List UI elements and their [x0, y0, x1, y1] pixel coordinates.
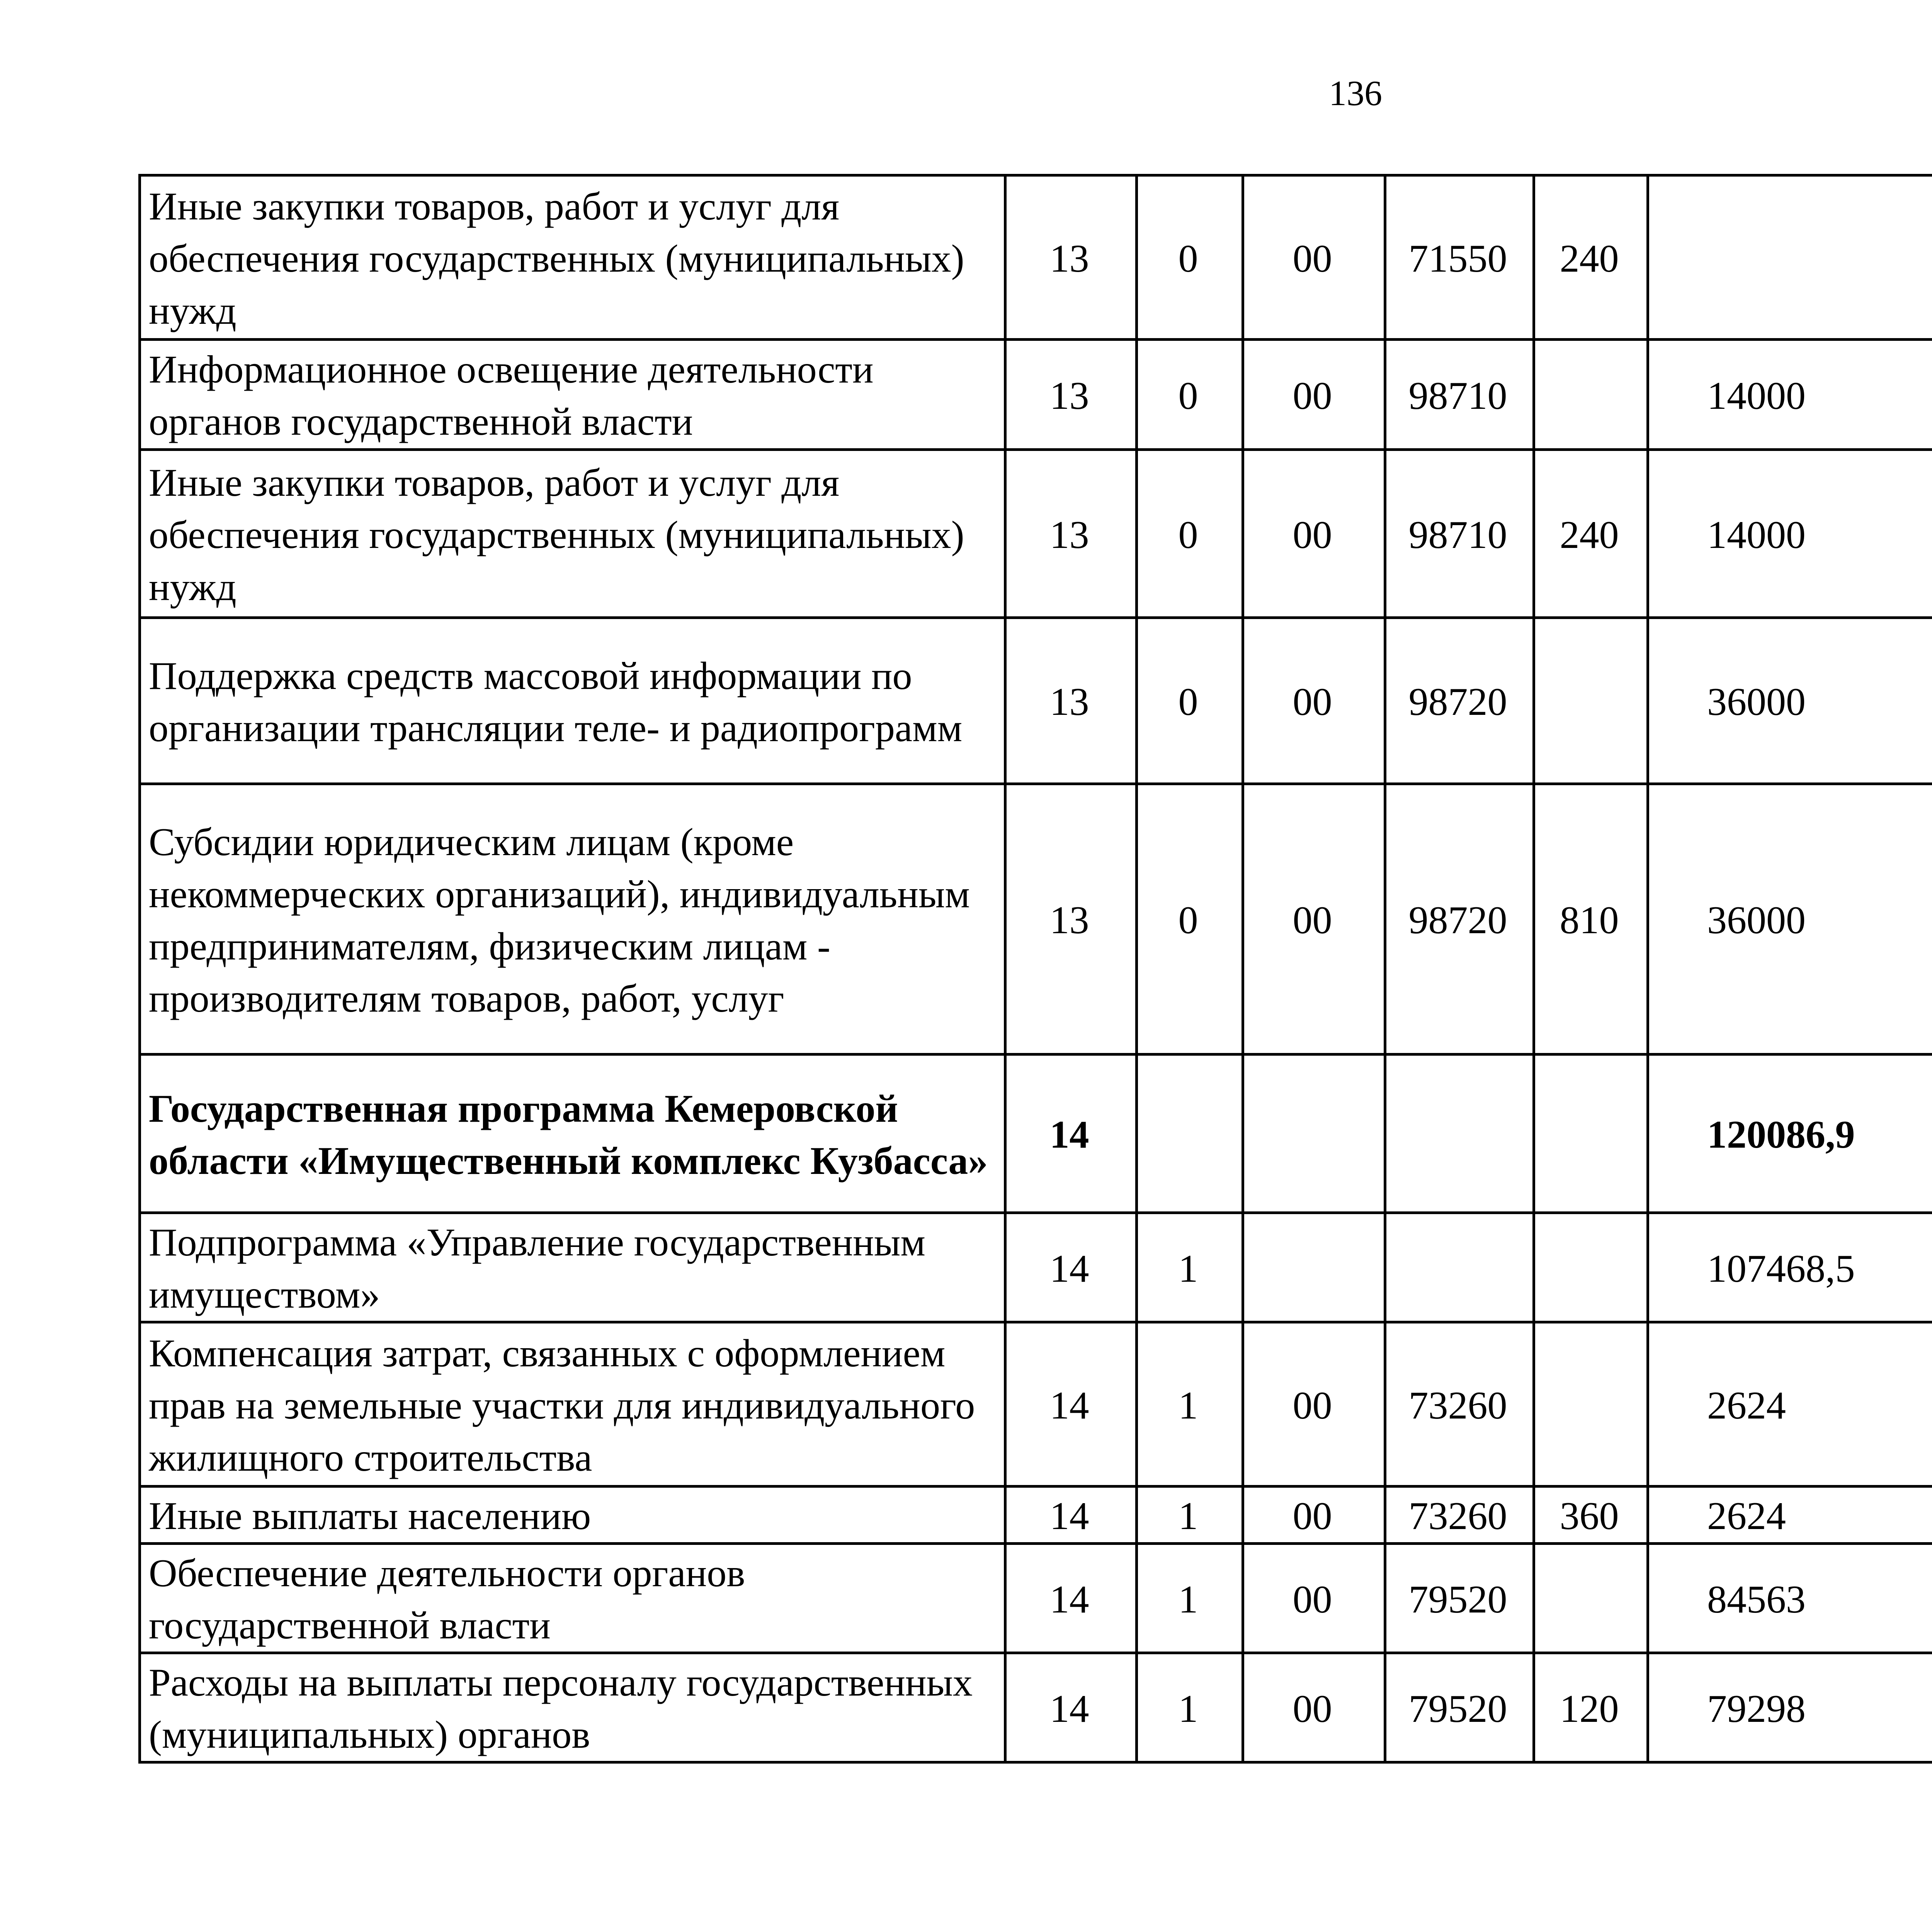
row-name-cell: Государственная программа Кемеровской области «Имущественный комплекс Кузбасса»: [140, 1055, 1005, 1213]
table-body: [140, 175, 1932, 1762]
subprogram-code-cell: 0: [1137, 340, 1243, 450]
group-code-cell: [1243, 1055, 1385, 1213]
table-row: [140, 175, 1932, 340]
subprogram-code-cell: 1: [1137, 1322, 1243, 1487]
section-code-cell: 14: [1005, 1322, 1137, 1487]
row-name-cell: Субсидии юридическим лицам (кроме некоммерческих организаций), индивидуальным предпринимателям, физическим лицам - производителям товаров, работ, услуг: [140, 784, 1005, 1055]
row-name-cell: Обеспечение деятельности органов государственной власти: [140, 1544, 1005, 1653]
section-code-cell: 14: [1005, 1055, 1137, 1213]
row-name-cell: Поддержка средств массовой информации по организации трансляции теле- и радиопрограмм: [140, 618, 1005, 784]
table-row: [140, 1322, 1932, 1487]
expense-type-cell: [1534, 1544, 1648, 1653]
section-code-cell: 14: [1005, 1653, 1137, 1762]
section-code-cell: 13: [1005, 784, 1137, 1055]
table-row: [140, 1055, 1932, 1213]
row-name-cell: Иные закупки товаров, работ и услуг для обеспечения государственных (муниципальных) нужд: [140, 175, 1005, 340]
row-name-cell: Компенсация затрат, связанных с оформлением прав на земельные участки для индивидуального жилищного строительства: [140, 1322, 1005, 1487]
expense-type-cell: 240: [1534, 450, 1648, 618]
expense-type-cell: [1534, 1213, 1648, 1322]
group-code-cell: 00: [1243, 175, 1385, 340]
group-code-cell: 00: [1243, 1322, 1385, 1487]
direction-code-cell: 98720: [1385, 784, 1534, 1055]
section-code-cell: 13: [1005, 175, 1137, 340]
direction-code-cell: 98720: [1385, 618, 1534, 784]
amount-year1-cell: 84563: [1648, 1544, 1932, 1653]
table-row: [140, 1544, 1932, 1653]
table-row: [140, 1487, 1932, 1544]
table-row: [140, 1213, 1932, 1322]
table-row: [140, 618, 1932, 784]
table-row: [140, 784, 1932, 1055]
subprogram-code-cell: 0: [1137, 618, 1243, 784]
amount-year1-cell: 14000: [1648, 450, 1932, 618]
subprogram-code-cell: 1: [1137, 1213, 1243, 1322]
expense-type-cell: [1534, 1055, 1648, 1213]
direction-code-cell: [1385, 1213, 1534, 1322]
table-row: [140, 450, 1932, 618]
subprogram-code-cell: 0: [1137, 175, 1243, 340]
expense-type-cell: 120: [1534, 1653, 1648, 1762]
expense-type-cell: [1534, 340, 1648, 450]
group-code-cell: [1243, 1213, 1385, 1322]
direction-code-cell: 98710: [1385, 450, 1534, 618]
direction-code-cell: 79520: [1385, 1544, 1534, 1653]
amount-year1-cell: 2624: [1648, 1487, 1932, 1544]
direction-code-cell: 73260: [1385, 1487, 1534, 1544]
row-name-cell: Иные закупки товаров, работ и услуг для обеспечения государственных (муниципальных) нужд: [140, 450, 1005, 618]
section-code-cell: 14: [1005, 1544, 1137, 1653]
expense-type-cell: 360: [1534, 1487, 1648, 1544]
expense-type-cell: 240: [1534, 175, 1648, 340]
amount-year1-cell: 120086,9: [1648, 1055, 1932, 1213]
amount-year1-cell: 36000: [1648, 784, 1932, 1055]
subprogram-code-cell: 0: [1137, 450, 1243, 618]
amount-year1-cell: [1648, 175, 1932, 340]
group-code-cell: 00: [1243, 1653, 1385, 1762]
row-name-cell: Иные выплаты населению: [140, 1487, 1005, 1544]
table-row: [140, 1653, 1932, 1762]
subprogram-code-cell: 1: [1137, 1653, 1243, 1762]
section-code-cell: 14: [1005, 1487, 1137, 1544]
group-code-cell: 00: [1243, 1487, 1385, 1544]
group-code-cell: 00: [1243, 340, 1385, 450]
subprogram-code-cell: [1137, 1055, 1243, 1213]
expense-type-cell: 810: [1534, 784, 1648, 1055]
group-code-cell: 00: [1243, 784, 1385, 1055]
section-code-cell: 14: [1005, 1213, 1137, 1322]
expense-type-cell: [1534, 618, 1648, 784]
group-code-cell: 00: [1243, 1544, 1385, 1653]
group-code-cell: 00: [1243, 450, 1385, 618]
group-code-cell: 00: [1243, 618, 1385, 784]
direction-code-cell: 98710: [1385, 340, 1534, 450]
direction-code-cell: 73260: [1385, 1322, 1534, 1487]
amount-year1-cell: 107468,5: [1648, 1213, 1932, 1322]
amount-year1-cell: 36000: [1648, 618, 1932, 784]
subprogram-code-cell: 1: [1137, 1544, 1243, 1653]
section-code-cell: 13: [1005, 618, 1137, 784]
expense-type-cell: [1534, 1322, 1648, 1487]
section-code-cell: 13: [1005, 340, 1137, 450]
row-name-cell: Расходы на выплаты персоналу государственных (муниципальных) органов: [140, 1653, 1005, 1762]
direction-code-cell: 79520: [1385, 1653, 1534, 1762]
table-row: [140, 340, 1932, 450]
row-name-cell: Подпрограмма «Управление государственным имуществом»: [140, 1213, 1005, 1322]
direction-code-cell: 71550: [1385, 175, 1534, 340]
amount-year1-cell: 79298: [1648, 1653, 1932, 1762]
page-number: 136: [1329, 73, 1382, 113]
amount-year1-cell: 14000: [1648, 340, 1932, 450]
subprogram-code-cell: 0: [1137, 784, 1243, 1055]
section-code-cell: 13: [1005, 450, 1137, 618]
budget-table: [138, 174, 1932, 1764]
amount-year1-cell: 2624: [1648, 1322, 1932, 1487]
row-name-cell: Информационное освещение деятельности органов государственной власти: [140, 340, 1005, 450]
subprogram-code-cell: 1: [1137, 1487, 1243, 1544]
direction-code-cell: [1385, 1055, 1534, 1213]
